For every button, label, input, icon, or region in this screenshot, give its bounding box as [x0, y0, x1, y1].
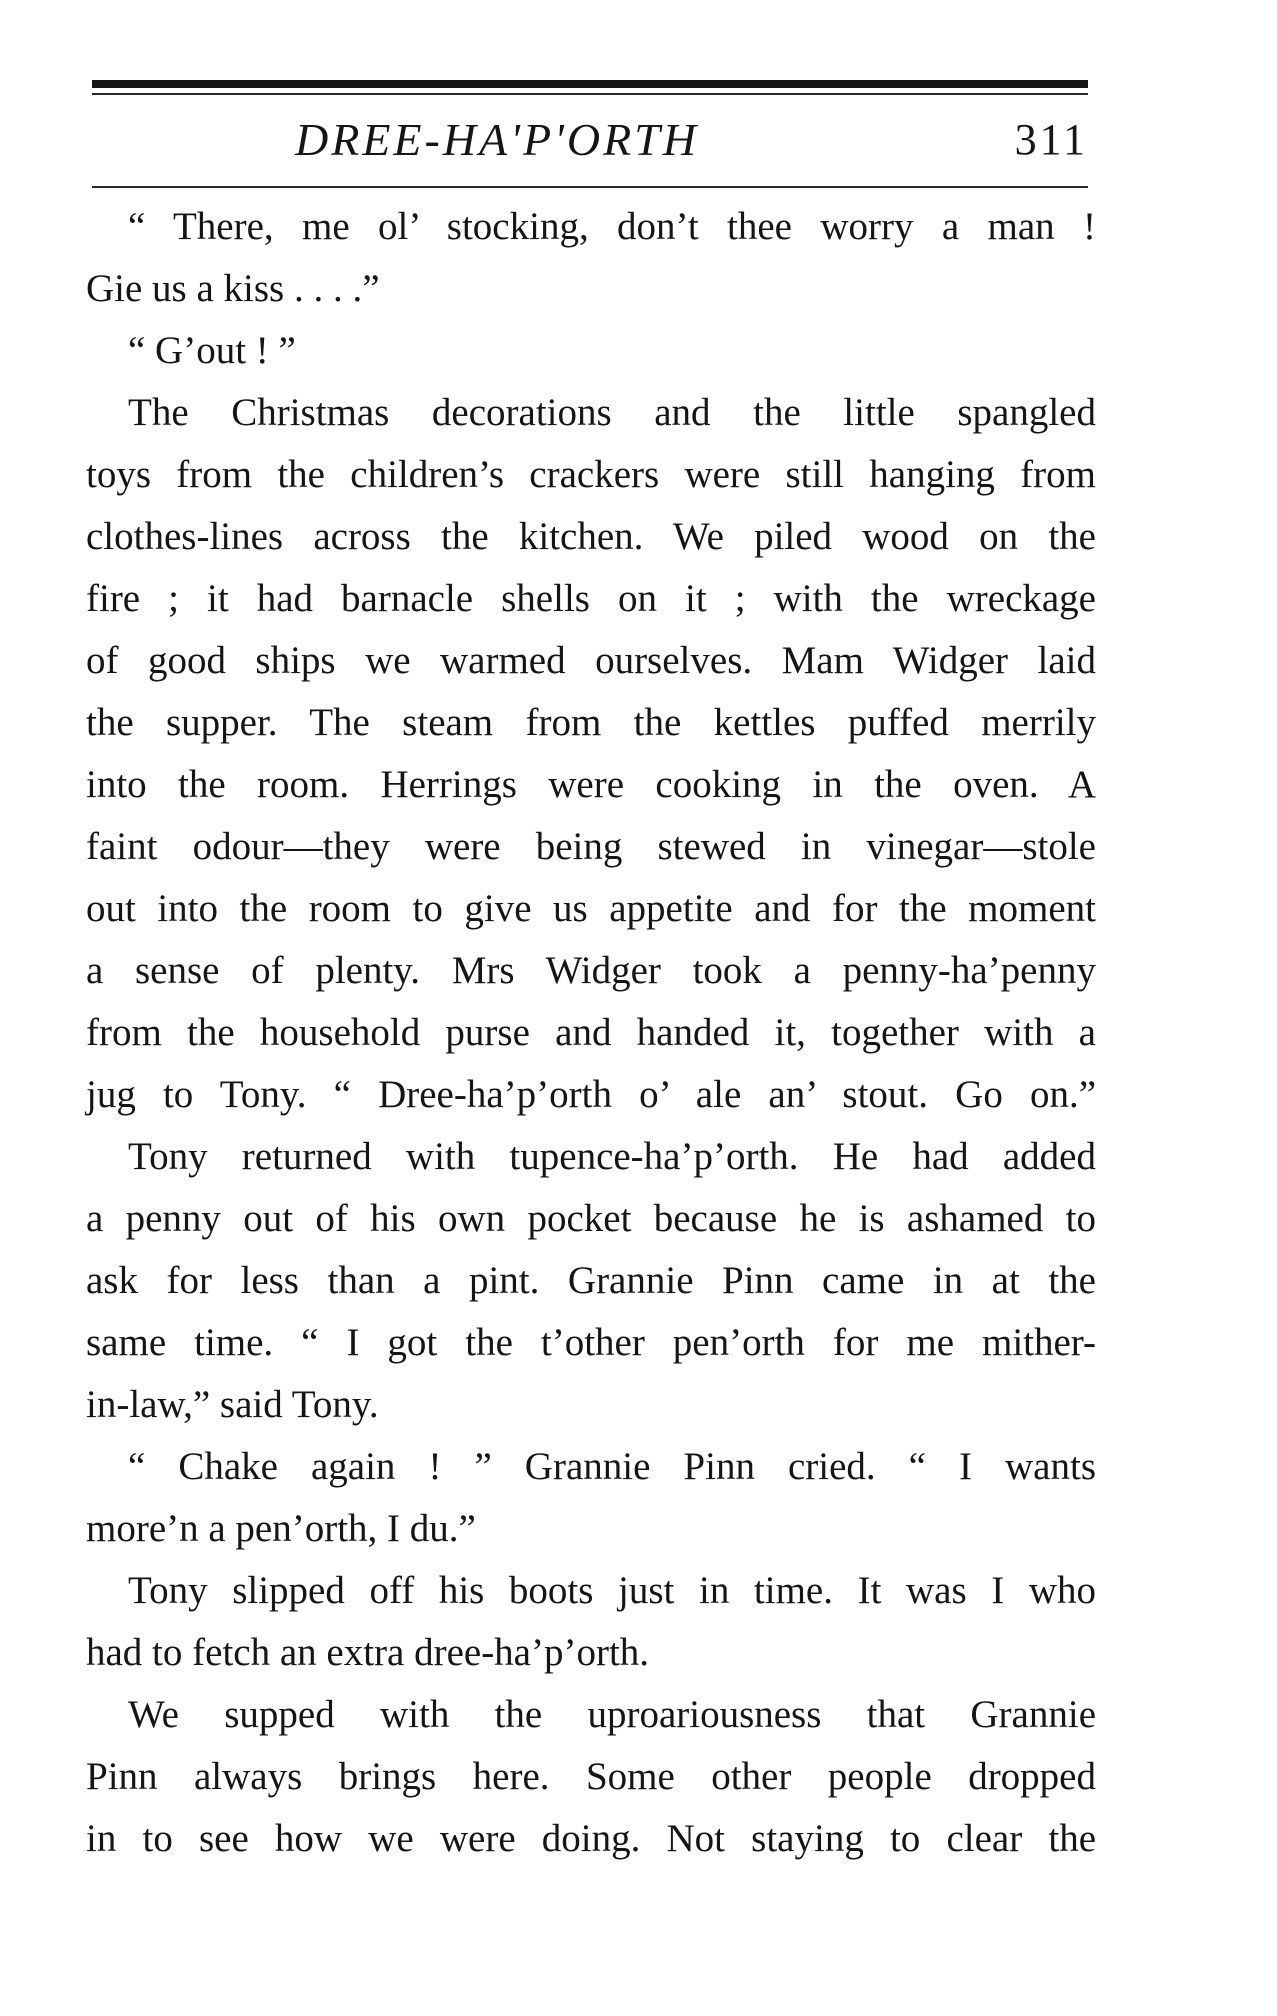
text-line: ask for less than a pint. Grannie Pinn came in at the	[86, 1259, 1096, 1302]
header-rule-thick	[92, 80, 1088, 88]
text-line: more’n a pen’orth, I du.”	[86, 1507, 476, 1550]
text-line: Gie us a kiss . . . .”	[86, 267, 380, 310]
text-line: had to fetch an extra dree-ha’p’orth.	[86, 1631, 650, 1674]
text-line: toys from the children’s crackers were still hanging from	[86, 453, 1096, 496]
text-line: in-law,” said Tony.	[86, 1383, 379, 1426]
body-text	[86, 196, 1096, 1870]
text-line: We supped with the uproariousness that Grannie	[128, 1693, 1096, 1736]
running-header	[92, 104, 1088, 176]
text-line: “ G’out ! ”	[128, 329, 296, 372]
header-underline	[92, 186, 1088, 188]
text-line: faint odour—they were being stewed in vinegar—stole	[86, 825, 1096, 868]
text-line: a sense of plenty. Mrs Widger took a penny-ha’penny	[86, 949, 1096, 992]
text-line: from the household purse and handed it, together with a	[86, 1011, 1096, 1054]
text-line: out into the room to give us appetite and for the moment	[86, 887, 1096, 930]
text-line: Pinn always brings here. Some other people dropped	[86, 1755, 1096, 1798]
page-number: 311	[1014, 115, 1088, 164]
text-line: clothes-lines across the kitchen. We piled wood on the	[86, 515, 1096, 558]
text-line: fire ; it had barnacle shells on it ; with the wreckage	[86, 577, 1096, 620]
text-line: “ Chake again ! ” Grannie Pinn cried. “ I wants	[128, 1445, 1096, 1488]
text-line: “ There, me ol’ stocking, don’t thee worry a man !	[128, 205, 1096, 248]
text-line: of good ships we warmed ourselves. Mam Widger laid	[86, 639, 1096, 682]
text-line: jug to Tony. “ Dree-ha’p’orth o’ ale an’ stout. Go on.”	[86, 1073, 1096, 1116]
text-line: into the room. Herrings were cooking in the oven. A	[86, 763, 1096, 806]
text-line: Tony returned with tupence-ha’p’orth. He had added	[128, 1135, 1096, 1178]
header-rule-thin	[92, 93, 1088, 95]
running-title: DREE-HA'P'ORTH	[294, 114, 700, 165]
text-line: a penny out of his own pocket because he is ashamed to	[86, 1197, 1096, 1240]
text-line: the supper. The steam from the kettles puffed merrily	[86, 701, 1096, 744]
text-line: same time. “ I got the t’other pen’orth for me mither-	[86, 1321, 1096, 1364]
text-line: The Christmas decorations and the little spangled	[128, 391, 1096, 434]
text-line: Tony slipped off his boots just in time. It was I who	[128, 1569, 1096, 1612]
text-line: in to see how we were doing. Not staying to clear the	[86, 1817, 1096, 1860]
